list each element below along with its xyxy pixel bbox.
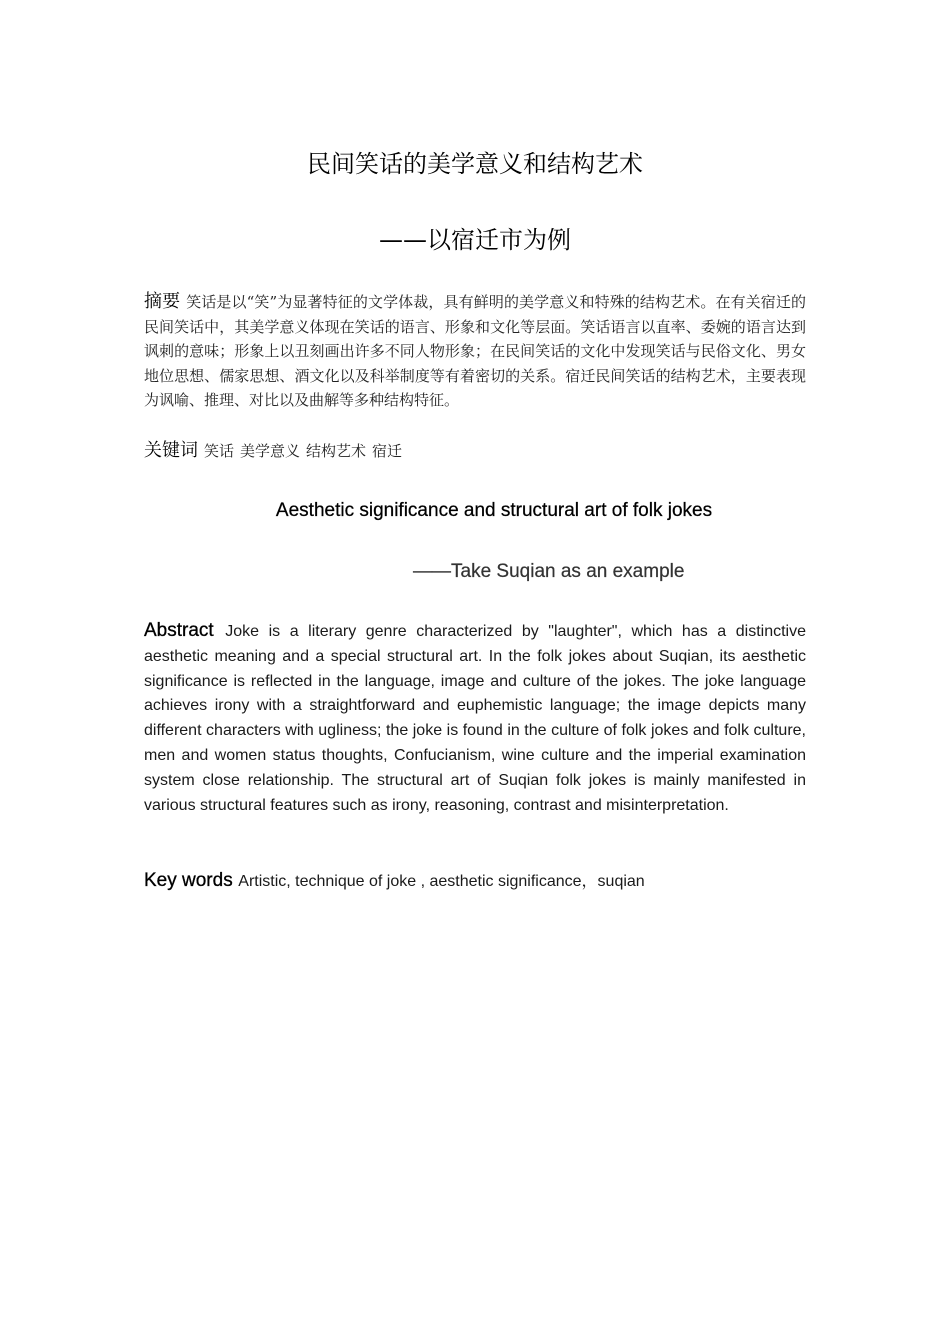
english-title: Aesthetic significance and structural art of folk jokes <box>275 500 713 521</box>
chinese-keywords-label: 关键词 <box>144 440 198 461</box>
chinese-abstract-label: 摘要 <box>144 291 181 312</box>
english-keywords <box>144 868 806 895</box>
chinese-keywords <box>144 438 806 464</box>
english-abstract-label: Abstract <box>144 620 214 641</box>
chinese-keyword: 结构艺术 <box>306 442 367 460</box>
chinese-abstract-text: 笑话是以“笑”为显著特征的文学体裁，具有鲜明的美学意义和特殊的结构艺术。在有关宿迁的民间笑话中，其美学意义体现在笑话的语言、形象和文化等层面。笑话语言以直率、委婉的语言达到讽刺的意味；形象上以丑刻画出许多不同人物形象；在民间笑话的文化中发现笑话与民俗文化、男女地位思想、儒家思想、酒文化以及科举制度等有着密切的关系。宿迁民间笑话的结构艺术，主要表现为讽喻、推理、对比以及曲解等多种结构特征。 <box>144 293 806 409</box>
chinese-subtitle: ——以宿迁市为例 <box>379 226 571 254</box>
chinese-keyword: 宿迁 <box>372 442 403 460</box>
english-abstract-text: Joke is a literary genre characterized by "laughter", which has a distinctive aesthetic meaning and a special structural art. In the folk jokes about Suqian, its aesthetic significance is reflected in the language, image and culture of the jokes. The joke language achieves irony with a straightforward and euphemistic language; the image depicts many different characters with ugliness; the joke is found in the culture of folk jokes and folk culture, men and women status thoughts, Confucianism, wine culture and the imperial examination system close relationship. The structural art of Suqian folk jokes is mainly manifested in various structural features such as irony, reasoning, contrast and misinterpretation. <box>144 623 806 814</box>
english-keywords-label: Key words <box>144 870 233 891</box>
chinese-keyword: 美学意义 <box>240 442 301 460</box>
chinese-abstract <box>144 290 806 413</box>
chinese-title: 民间笑话的美学意义和结构艺术 <box>307 150 643 178</box>
english-subtitle: ——Take Suqian as an example <box>413 561 685 582</box>
english-keywords-text: Artistic, technique of joke , aesthetic significance，suqian <box>238 873 645 890</box>
english-abstract <box>144 619 806 818</box>
chinese-keyword: 笑话 <box>204 442 235 460</box>
